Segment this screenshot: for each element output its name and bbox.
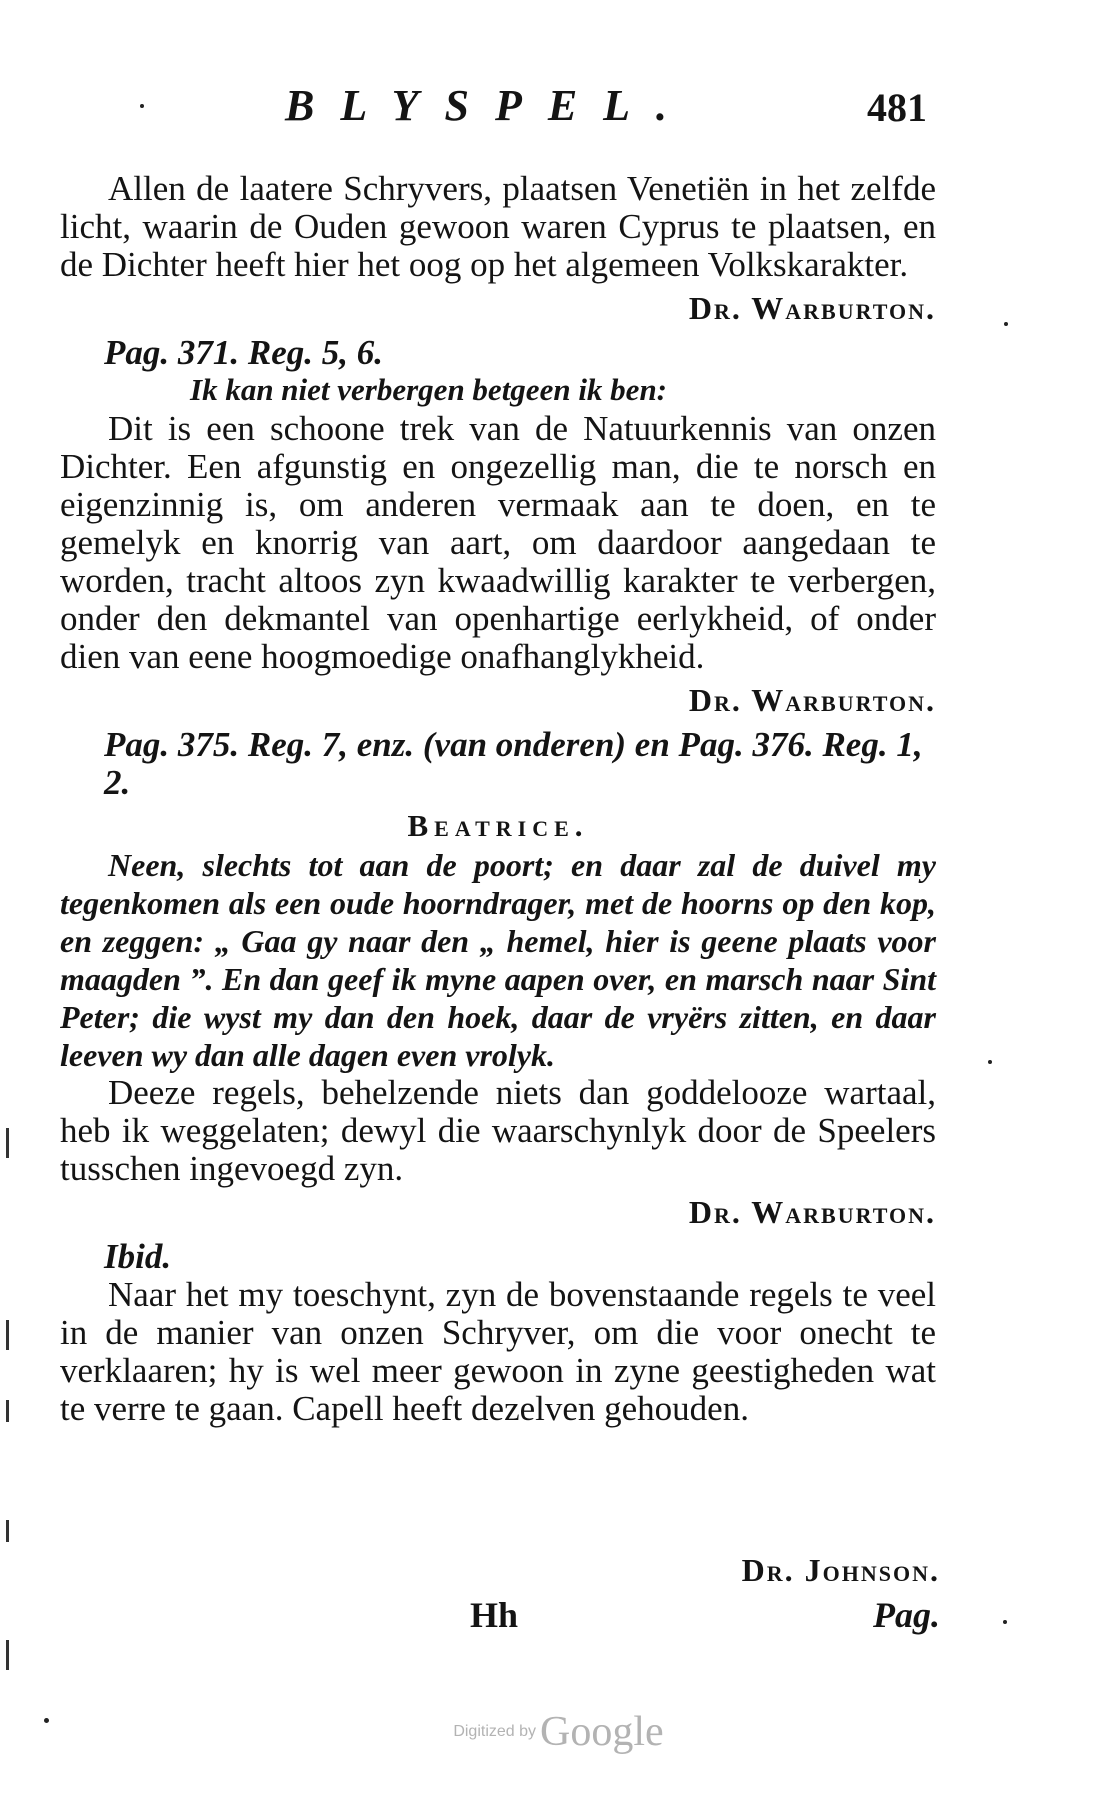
author-signature: Dr. Warburton. <box>688 1194 936 1230</box>
scan-speck <box>1003 1620 1007 1624</box>
scan-speck <box>44 1718 49 1723</box>
page-reference: Pag. 371. Reg. 5, 6. <box>104 333 384 372</box>
speaker-name: Beatrice. <box>407 808 589 843</box>
gathering-signature-mark: Hh <box>470 1595 519 1635</box>
running-title: BLYSPEL. <box>285 81 694 130</box>
scan-edge-mark <box>6 1640 9 1670</box>
paragraph: Dit is een schoone trek van de Natuurkennis van onzen Dichter. Een afgunstig en ongezellig man, die te norsch en eigenzinnig is, om anderen vermaak aan te doen, en te gemelyk en knorrig van aart, om daardoor aangedaan te worden, tracht altoos zyn kwaadwillig karakter te verbergen, onder den dekmantel van openhartige eerlykheid, of onder dien van eene hoogmoedige onafhanglykheid. <box>60 409 936 676</box>
page-body <box>60 170 936 1428</box>
author-signature: Dr. Johnson. <box>741 1552 940 1588</box>
scan-speck <box>140 104 144 108</box>
scan-edge-mark <box>6 1400 9 1422</box>
scan-edge-mark <box>6 1520 9 1542</box>
page-reference: Ibid. <box>104 1237 172 1276</box>
scan-speck <box>1004 322 1008 326</box>
page-number: 481 <box>867 85 927 130</box>
digitization-watermark <box>0 1708 1117 1756</box>
scan-edge-mark <box>6 1320 9 1350</box>
author-signature: Dr. Warburton. <box>688 290 936 326</box>
author-signature: Dr. Warburton. <box>688 682 936 718</box>
catchword: Pag. <box>873 1595 940 1635</box>
watermark-prefix: Digitized by <box>453 1723 537 1740</box>
scan-speck <box>988 1060 992 1064</box>
watermark-brand-logo: Google <box>540 1709 664 1755</box>
paragraph: Naar het my toeschynt, zyn de bovenstaande regels te veel in de manier van onzen Schryver, om die voor onecht te verklaaren; hy is wel meer gewoon in zyne geestigheden wat te verre te gaan. Capell heeft dezelven gehouden. <box>60 1275 936 1428</box>
page-footer <box>60 1552 940 1644</box>
paragraph: Allen de laatere Schryvers, plaatsen Venetiën in het zelfde licht, waarin de Ouden gewoon waren Cyprus te plaatsen, en de Dichter heeft hier het oog op het algemeen Volkskarakter. <box>60 169 936 284</box>
paragraph: Deeze regels, behelzende niets dan goddelooze wartaal, heb ik weggelaten; dewyl die waarschynlyk door de Speelers tusschen ingevoegd zyn. <box>60 1073 936 1188</box>
scan-edge-mark <box>6 1128 9 1158</box>
quoted-lemma: Ik kan niet verbergen betgeen ik ben: <box>190 372 668 407</box>
quoted-passage: Neen, slechts tot aan de poort; en daar zal de duivel my tegenkomen als een oude hoorndrager, met de hoorns op den kop, en zeggen: „ Gaa gy naar den „ hemel, hier is geene plaats voor maagden ”. En dan geef ik myne aapen over, en marsch naar Sint Peter; die wyst my dan den hoek, daar de vryërs zitten, en daar leeven wy dan alle dagen even vrolyk. <box>60 847 936 1073</box>
page-reference: Pag. 375. Reg. 7, enz. (van onderen) en Pag. 376. Reg. 1, 2. <box>104 725 923 802</box>
